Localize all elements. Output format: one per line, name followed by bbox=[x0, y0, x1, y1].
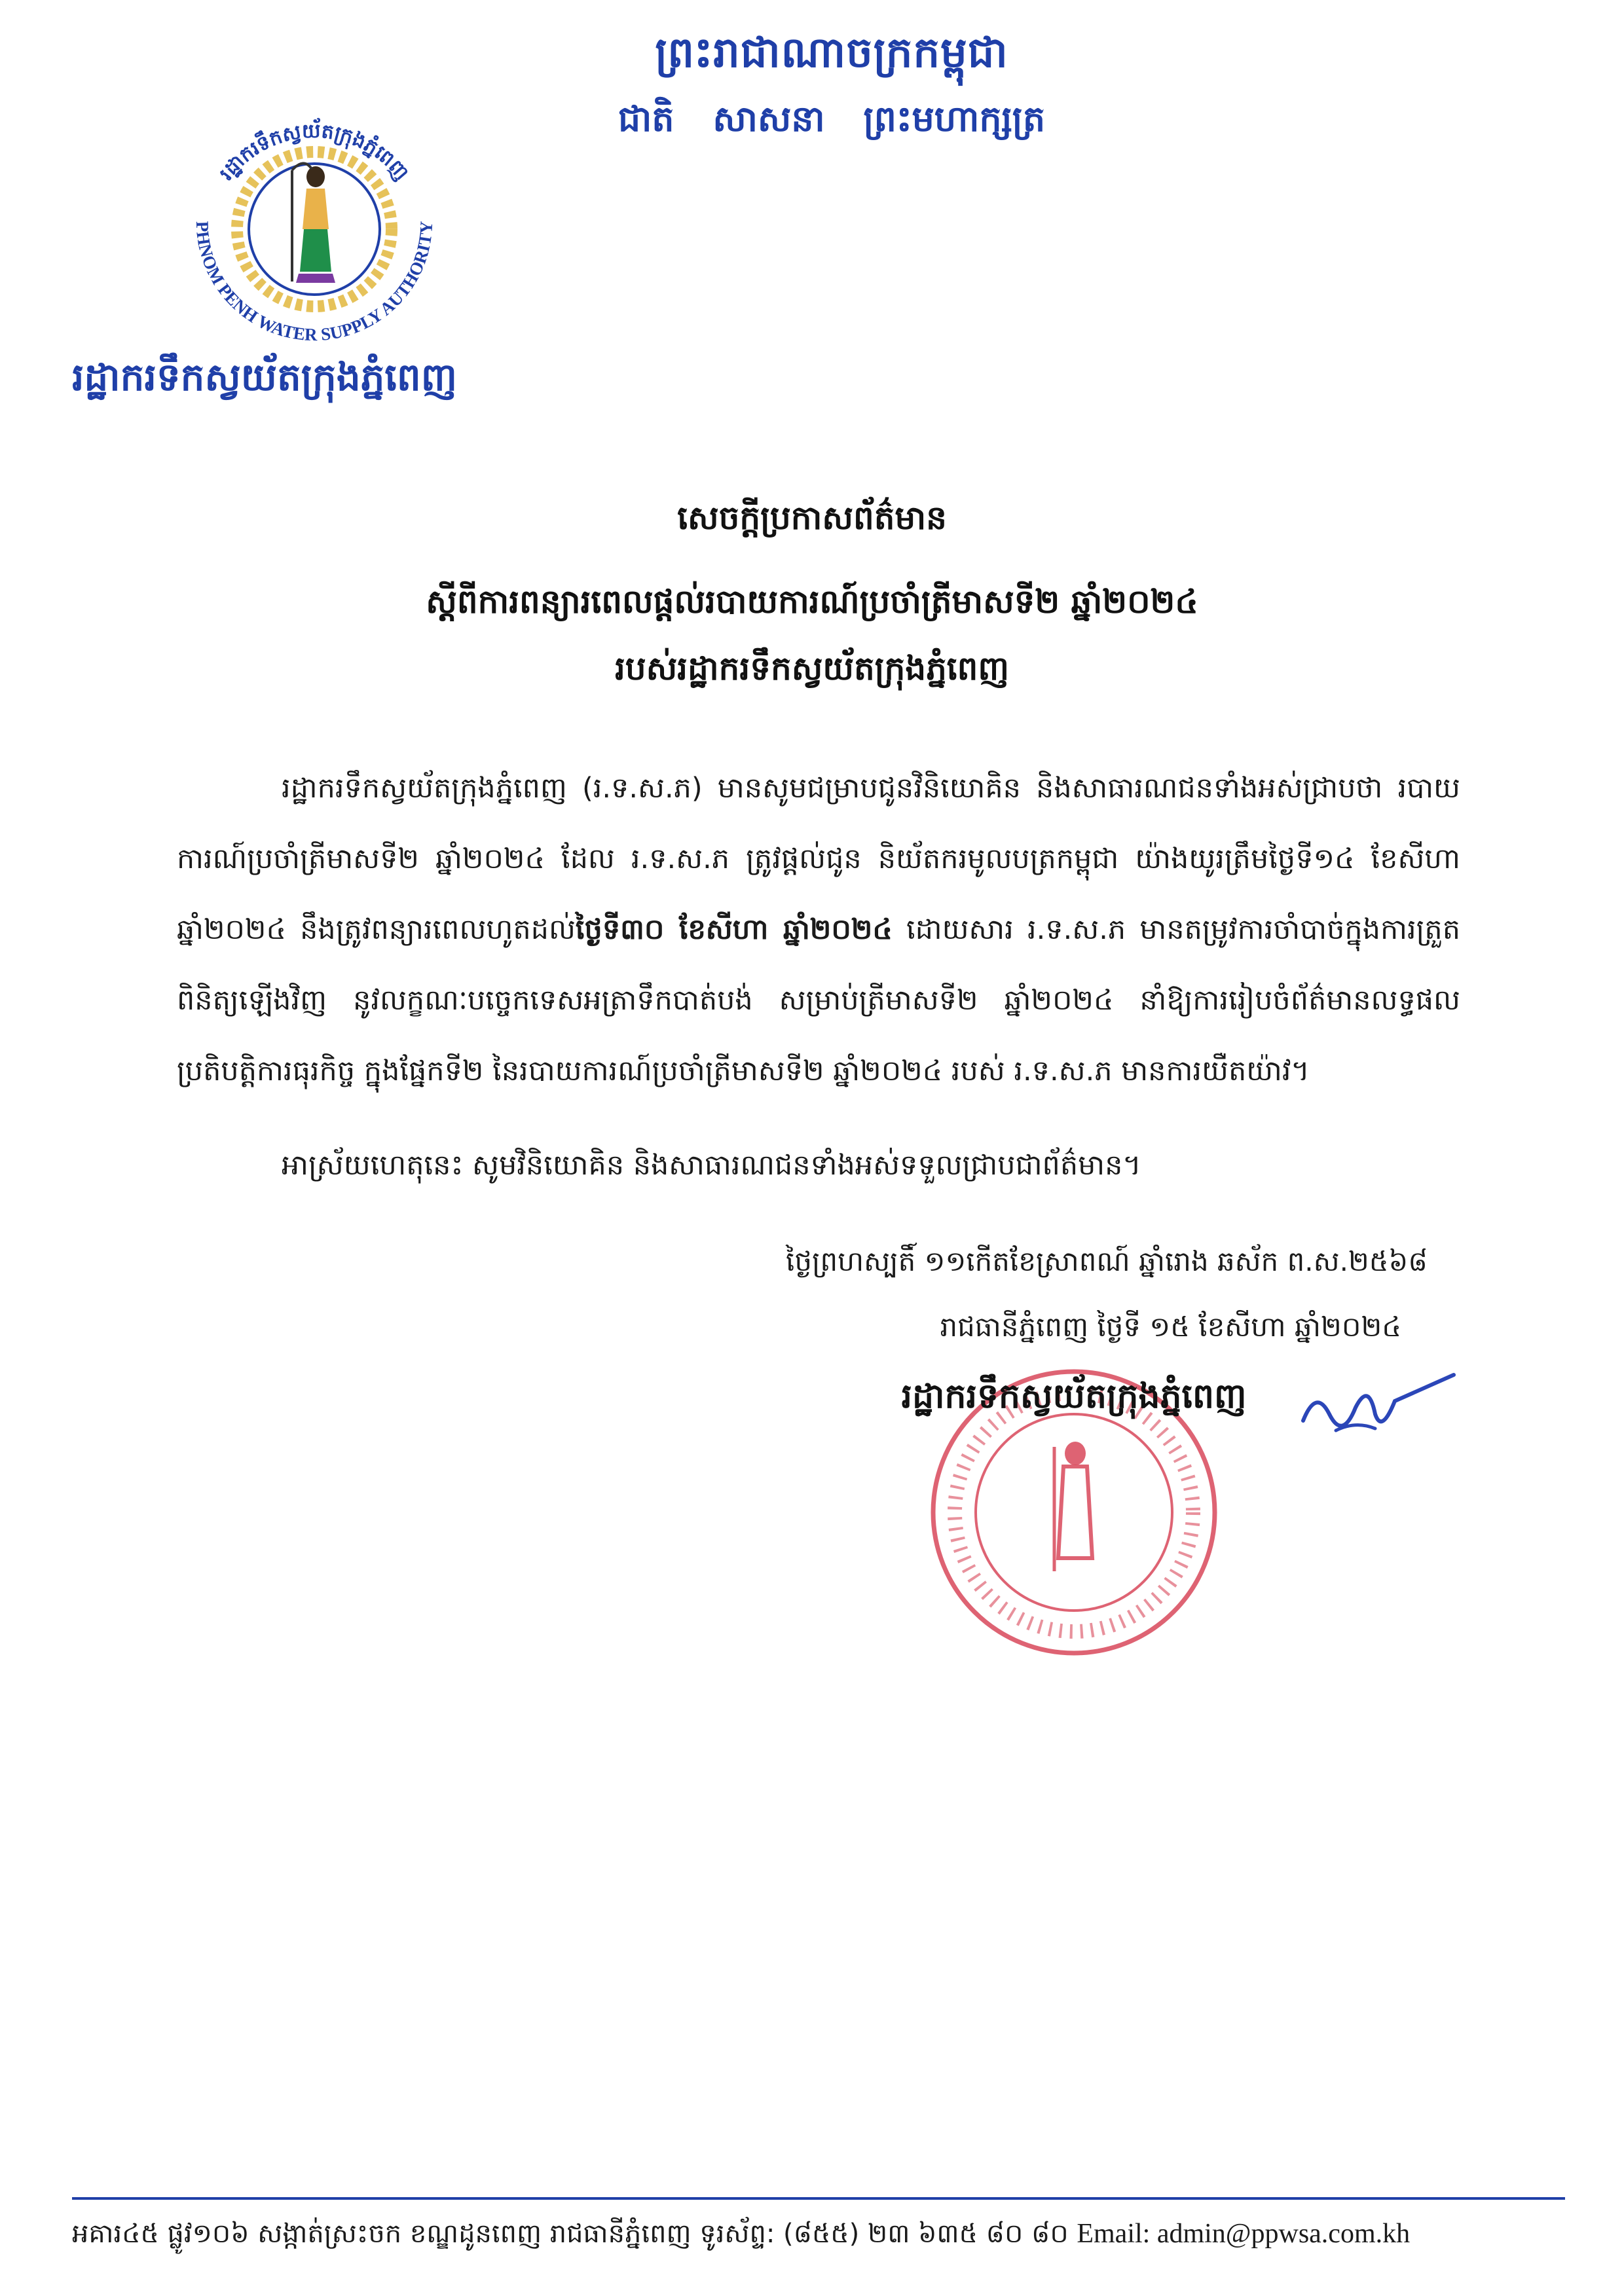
kingdom-header: ព្រះរាជាណាចក្រកម្ពុជា bbox=[655, 29, 1008, 77]
announcement-subject: ស្តីពីការពន្យារពេលផ្តល់របាយការណ៍ប្រចាំត្រីមាសទី២ ឆ្នាំ២០២៤ bbox=[426, 583, 1198, 621]
footer-contact bbox=[72, 2217, 1578, 2255]
footer-divider bbox=[72, 2197, 1565, 2200]
body-para1-text-a: រដ្ឋាករទឹកស្វយ័តក្រុងភ្នំពេញ (រ.ទ.ស.ភ) មានសូមជម្រាបជូនវិនិយោគិន និងសាធារណជនទាំងអស់ជ្រាបថា របាយការណ៍ប្រចាំត្រីមាសទី២ ឆ្នាំ២០២៤ ដែល រ.ទ.ស.ភ ត្រូវផ្តល់ជូន និយ័តករមូលបត្រកម្ពុជា យ៉ាងយូរត្រឹមថ្ងៃទី១៤ ខែសីហា ឆ្នាំ២០២៤ នឹងត្រូវពន្យារពេលហូតដល់ bbox=[177, 772, 1460, 946]
body-para1-deadline: ថ្ងៃទី៣០ ខែសីហា ឆ្នាំ២០២៤ bbox=[575, 913, 893, 946]
handwritten-signature bbox=[1297, 1368, 1460, 1447]
signer-organization: រដ្ឋាករទឹកស្វយ័តក្រុងភ្នំពេញ bbox=[901, 1377, 1247, 1416]
lunar-date: ថ្ងៃព្រហស្បតិ៍ ១១កើតខែស្រាពណ៍ ឆ្នាំរោង ឆស័ក ព.ស.២៥៦៨ bbox=[786, 1245, 1428, 1277]
announcement-title: សេចក្តីប្រកាសព័ត៌មាន bbox=[677, 499, 947, 537]
announcement-subject-org: របស់រដ្ឋាករទឹកស្វយ័តក្រុងភ្នំពេញ bbox=[614, 649, 1010, 687]
ppwsa-logo bbox=[164, 92, 465, 367]
body-paragraph-1 bbox=[177, 753, 1460, 1106]
logo-khmer-arc: រដ្ឋាករទឹកស្វយ័តក្រុងភ្នំពេញ bbox=[215, 119, 414, 185]
body-para1-text-b: ដោយសារ រ.ទ.ស.ភ មានតម្រូវការចាំបាច់ក្នុងការត្រួតពិនិត្យឡើងវិញ នូវលក្ខណៈបច្ចេកទេសអត្រាទឹកបាត់បង់ សម្រាប់ត្រីមាសទី២ ឆ្នាំ២០២៤ នាំឱ្យការរៀបចំព័ត៌មានលទ្ធផលប្រតិបត្តិការធុរកិច្ច ក្នុងផ្នែកទី២ នៃរបាយការណ៍ប្រចាំត្រីមាសទី២ ឆ្នាំ២០២៤ របស់ រ.ទ.ស.ភ មានការយឺតយ៉ាវ។ bbox=[177, 913, 1460, 1087]
place-and-date: រាជធានីភ្នំពេញ ថ្ងៃទី ១៥ ខែសីហា ឆ្នាំ២០២៤ bbox=[940, 1311, 1401, 1343]
body-paragraph-2: អាស្រ័យហេតុនេះ សូមវិនិយោគិន និងសាធារណជនទាំងអស់ទទួលជ្រាបជាព័ត៌មាន។ bbox=[282, 1149, 1141, 1182]
logo-english-arc: PHNOM PENH WATER SUPPLY AUTHORITY bbox=[192, 221, 437, 345]
footer-address: អគារ៤៥ ផ្លូវ១០៦ សង្កាត់ស្រះចក ខណ្ឌដូនពេញ រាជធានីភ្នំពេញ ទូរស័ព្ទ: (៨៥៥) ២៣ ៦៣៥ ៨០ ៨០ bbox=[72, 2219, 1069, 2249]
national-motto: ជាតិ សាសនា ព្រះមហាក្សត្រ bbox=[618, 98, 1046, 139]
announcement-body bbox=[177, 753, 1460, 1106]
footer-email[interactable]: Email: admin@ppwsa.com.kh bbox=[1077, 2219, 1411, 2249]
organization-name: រដ្ឋាករទឹកស្វយ័តក្រុងភ្នំពេញ bbox=[72, 355, 457, 399]
